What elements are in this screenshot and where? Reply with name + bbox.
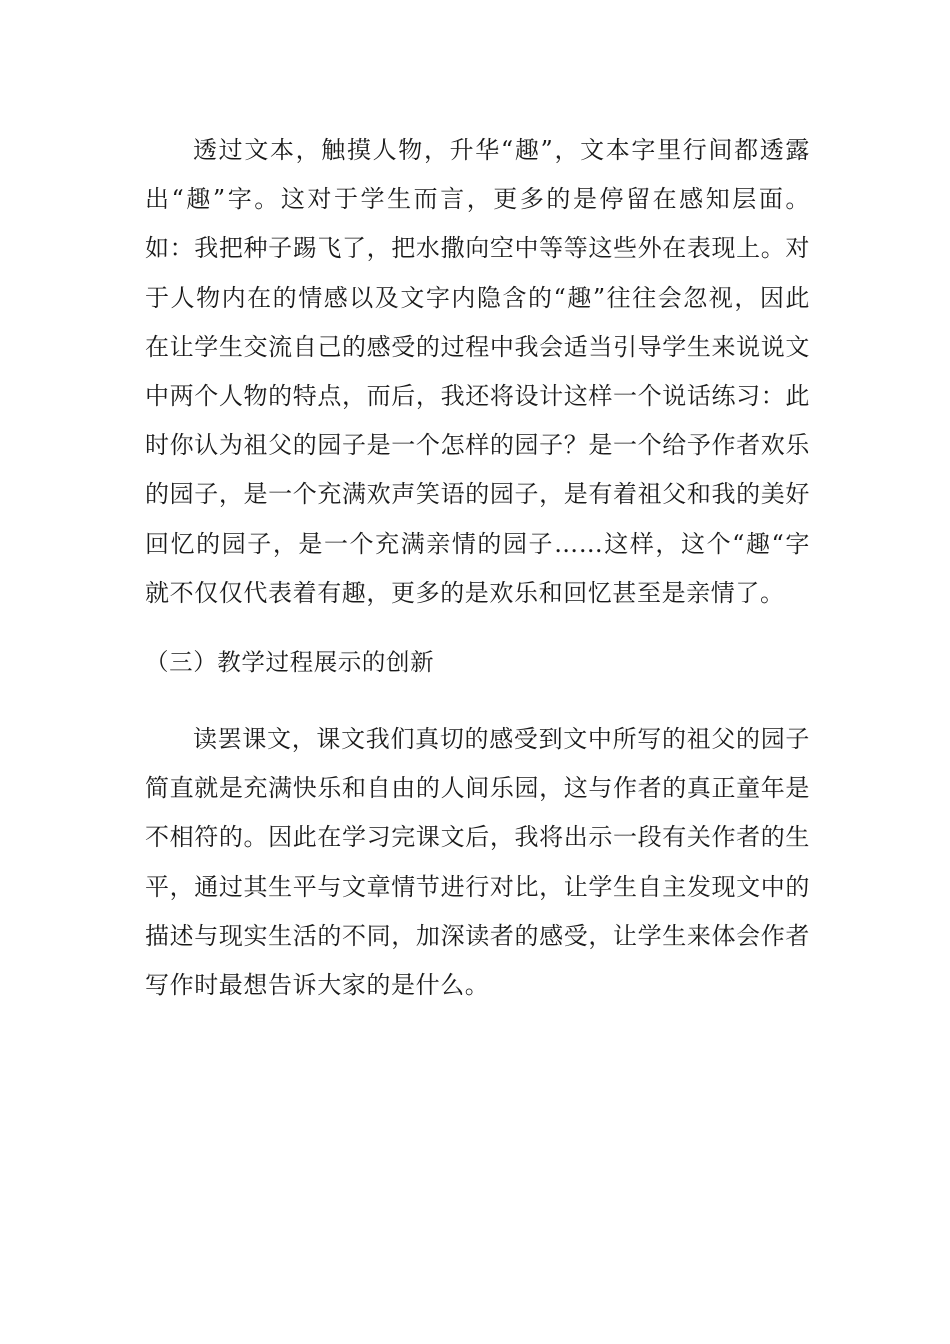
section-heading: （三）教学过程展示的创新 (145, 648, 435, 676)
body-paragraph: 透过文本，触摸人物，升华“趣”，文本字里行间都透露出“趣”字。这对于学生而言，更多的是停留在感知层面。如：我把种子踢飞了，把水撒向空中等等这些外在表现上。对于人物内在的情感以及文字内隐含的“趣”往往会忽视，因此在让学生交流自己的感受的过程中我会适当引导学生来说说文中两个人物的特点，而后，我还将设计这样一个说话练习：此时你认为祖父的园子是一个怎样的园子？是一个给予作者欢乐的园子，是一个充满欢声笑语的园子，是有着祖父和我的美好回忆的园子，是一个充满亲情的园子……这样，这个“趣“字就不仅仅代表着有趣，更多的是欢乐和回忆甚至是亲情了。 (145, 136, 810, 607)
document-body (145, 126, 810, 1010)
body-paragraph: 读罢课文，课文我们真切的感受到文中所写的祖父的园子简直就是充满快乐和自由的人间乐园，这与作者的真正童年是不相符的。因此在学习完课文后，我将出示一段有关作者的生平，通过其生平与文章情节进行对比，让学生自主发现文中的描述与现实生活的不同，加深读者的感受，让学生来体会作者写作时最想告诉大家的是什么。 (145, 725, 810, 1000)
